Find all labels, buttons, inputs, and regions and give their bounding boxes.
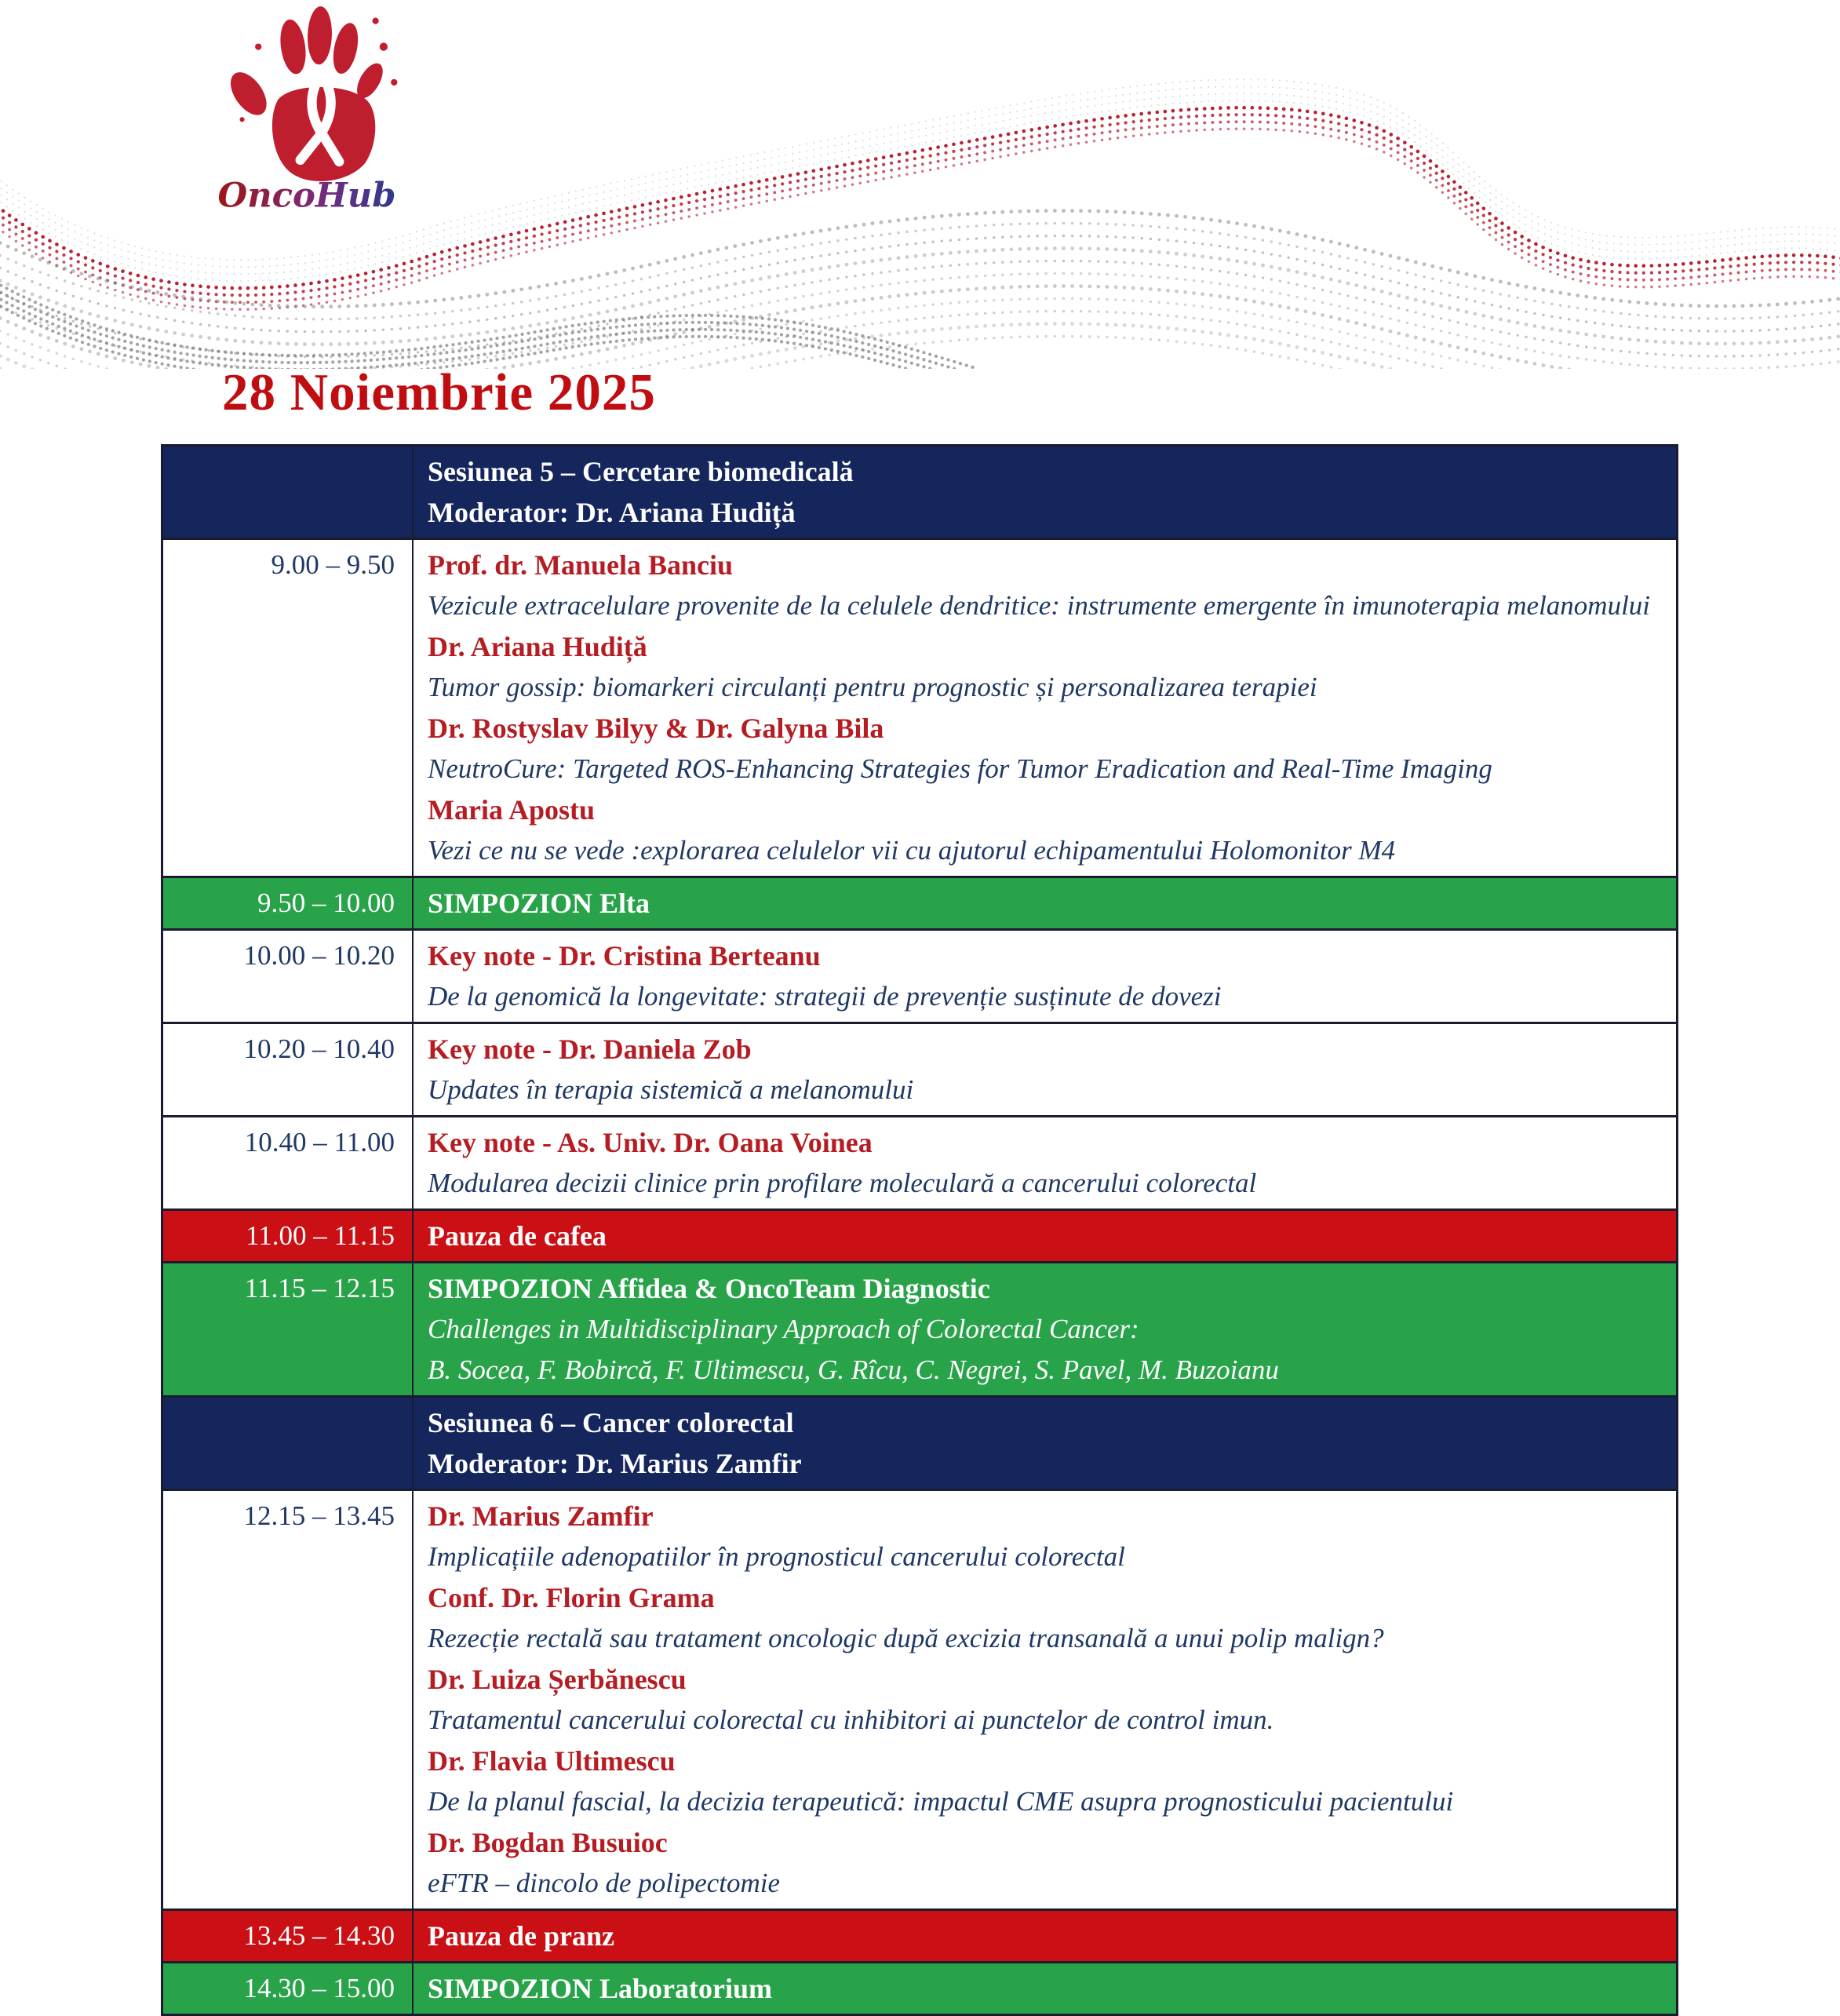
time-range: 10.40 – 11.00 — [244, 1127, 395, 1157]
time-cell — [163, 931, 412, 1022]
row-heading: Moderator: Dr. Ariana Hudiță — [428, 497, 796, 528]
session-content-cell — [412, 1117, 1676, 1209]
time-cell — [163, 878, 412, 928]
speaker-name: Dr. Marius Zamfir — [428, 1500, 654, 1532]
speaker-name: Dr. Rostyslav Bilyy & Dr. Galyna Bila — [428, 713, 884, 744]
wave-dotted-line — [0, 223, 1840, 319]
wave-dotted-line — [0, 276, 973, 367]
schedule-row-break — [163, 1211, 1676, 1263]
time-range: 11.00 – 11.15 — [246, 1220, 395, 1251]
time-range: 14.30 – 15.00 — [243, 1973, 395, 2003]
talk-title: Challenges in Multidisciplinary Approach of Colorectal Cancer: — [428, 1314, 1139, 1344]
talk-title: De la genomică la longevitate: strategii de prevenție susținute de dovezi — [428, 981, 1222, 1012]
schedule-table — [161, 444, 1678, 2016]
row-heading: Pauza de pranz — [428, 1920, 614, 1952]
time-range: 9.00 – 9.50 — [271, 549, 395, 580]
time-cell — [163, 540, 412, 876]
time-range: 10.00 – 10.20 — [243, 940, 395, 971]
session-content-cell — [412, 540, 1676, 876]
session-content-cell — [412, 1491, 1676, 1908]
row-heading: SIMPOZION Affidea & OncoTeam Diagnostic — [428, 1273, 990, 1304]
speaker-name: Conf. Dr. Florin Grama — [428, 1582, 715, 1613]
schedule-row-talks — [163, 1491, 1676, 1911]
session-content-cell — [412, 1211, 1676, 1261]
talk-title: De la planul fascial, la decizia terapeutică: impactul CME asupra prognosticului pacientului — [428, 1786, 1454, 1817]
time-cell — [163, 1398, 412, 1489]
time-range: 11.15 – 12.15 — [244, 1273, 395, 1303]
session-content-cell — [412, 1024, 1676, 1115]
talk-title: Implicațiile adenopatiilor în prognosticul cancerului colorectal — [428, 1541, 1125, 1572]
brand-name: OncoHub — [217, 175, 396, 216]
schedule-row-break — [163, 1911, 1676, 1963]
schedule-row-talks — [163, 540, 1676, 878]
wave-dotted-line — [0, 298, 1840, 369]
session-content-cell — [412, 1398, 1676, 1489]
schedule-row-talks — [163, 1117, 1676, 1211]
talk-title: Vezicule extracelulare provenite de la celulele dendritice: instrumente emergente în imunoterapia melanomului — [428, 590, 1651, 621]
schedule-row-symposium — [163, 878, 1676, 931]
schedule-row-session — [163, 447, 1676, 540]
schedule-row-talks — [163, 1024, 1676, 1117]
session-content-cell — [412, 447, 1676, 538]
speaker-name: Maria Apostu — [428, 794, 596, 826]
handprint-ribbon-icon — [209, 5, 405, 217]
time-range: 10.20 – 10.40 — [243, 1034, 395, 1064]
time-range: 9.50 – 10.00 — [257, 888, 395, 918]
talk-title: Tumor gossip: biomarkeri circulanți pentru prognostic și personalizarea terapiei — [428, 672, 1317, 702]
speaker-name: Dr. Ariana Hudiță — [428, 631, 647, 662]
row-heading: SIMPOZION Elta — [428, 888, 650, 919]
row-heading: Moderator: Dr. Marius Zamfir — [428, 1448, 802, 1479]
schedule-row-symposium — [163, 1263, 1676, 1398]
time-cell — [163, 1263, 412, 1395]
session-content-cell — [412, 1911, 1676, 1961]
wave-dotted-line — [0, 311, 1840, 369]
row-heading: SIMPOZION Laboratorium — [428, 1973, 773, 2004]
row-heading: Sesiunea 6 – Cancer colorectal — [428, 1407, 794, 1438]
row-heading: Sesiunea 5 – Cercetare biomedicală — [428, 456, 854, 487]
row-heading: Pauza de cafea — [428, 1220, 607, 1252]
speaker-name: Dr. Bogdan Busuioc — [428, 1827, 668, 1858]
talk-title: Vezi ce nu se vede :explorarea celulelor vii cu ajutorul echipamentului Holomonitor M4 — [428, 835, 1396, 866]
decorative-header — [0, 0, 1840, 369]
time-cell — [163, 1211, 412, 1261]
talk-title: eFTR – dincolo de polipectomie — [428, 1868, 781, 1898]
talk-title: B. Socea, F. Bobircă, F. Ultimescu, G. Rîcu, C. Negrei, S. Pavel, M. Buzoianu — [428, 1354, 1279, 1385]
wave-dotted-line — [0, 261, 1840, 356]
time-cell — [163, 1024, 412, 1115]
talk-title: Updates în terapia sistemică a melanomului — [428, 1074, 914, 1105]
time-cell — [163, 1117, 412, 1209]
time-cell — [163, 447, 412, 538]
speaker-name: Key note - Dr. Daniela Zob — [428, 1034, 752, 1065]
schedule-row-talks — [163, 931, 1676, 1024]
speaker-name: Dr. Luiza Șerbănescu — [428, 1664, 687, 1695]
time-cell — [163, 1491, 412, 1908]
session-content-cell — [412, 1963, 1676, 2014]
speaker-name: Key note - Dr. Cristina Berteanu — [428, 940, 821, 972]
session-content-cell — [412, 931, 1676, 1022]
page-title: 28 Noiembrie 2025 — [222, 363, 656, 421]
talk-title: Tratamentul cancerului colorectal cu inhibitori ai punctelor de control imun. — [428, 1704, 1274, 1735]
talk-title: NeutroCure: Targeted ROS-Enhancing Strategies for Tumor Eradication and Real-Time Imaging — [428, 753, 1492, 784]
time-range: 13.45 – 14.30 — [243, 1920, 395, 1951]
talk-title: Modularea decizii clinice prin profilare moleculară a cancerului colorectal — [428, 1168, 1257, 1198]
time-cell — [163, 1911, 412, 1961]
schedule-row-session — [163, 1398, 1676, 1491]
speaker-name: Prof. dr. Manuela Banciu — [428, 549, 734, 581]
time-cell — [163, 1963, 412, 2014]
time-range: 12.15 – 13.45 — [243, 1500, 395, 1531]
session-content-cell — [412, 1263, 1676, 1395]
schedule-row-symposium — [163, 1963, 1676, 2014]
speaker-name: Key note - As. Univ. Dr. Oana Voinea — [428, 1127, 873, 1158]
talk-title: Rezecție rectală sau tratament oncologic după excizia transanală a unui polip malign? — [428, 1623, 1384, 1653]
wave-dotted-line — [0, 235, 1840, 331]
oncohub-logo — [209, 5, 405, 221]
session-content-cell — [412, 878, 1676, 928]
speaker-name: Dr. Flavia Ultimescu — [428, 1745, 676, 1777]
